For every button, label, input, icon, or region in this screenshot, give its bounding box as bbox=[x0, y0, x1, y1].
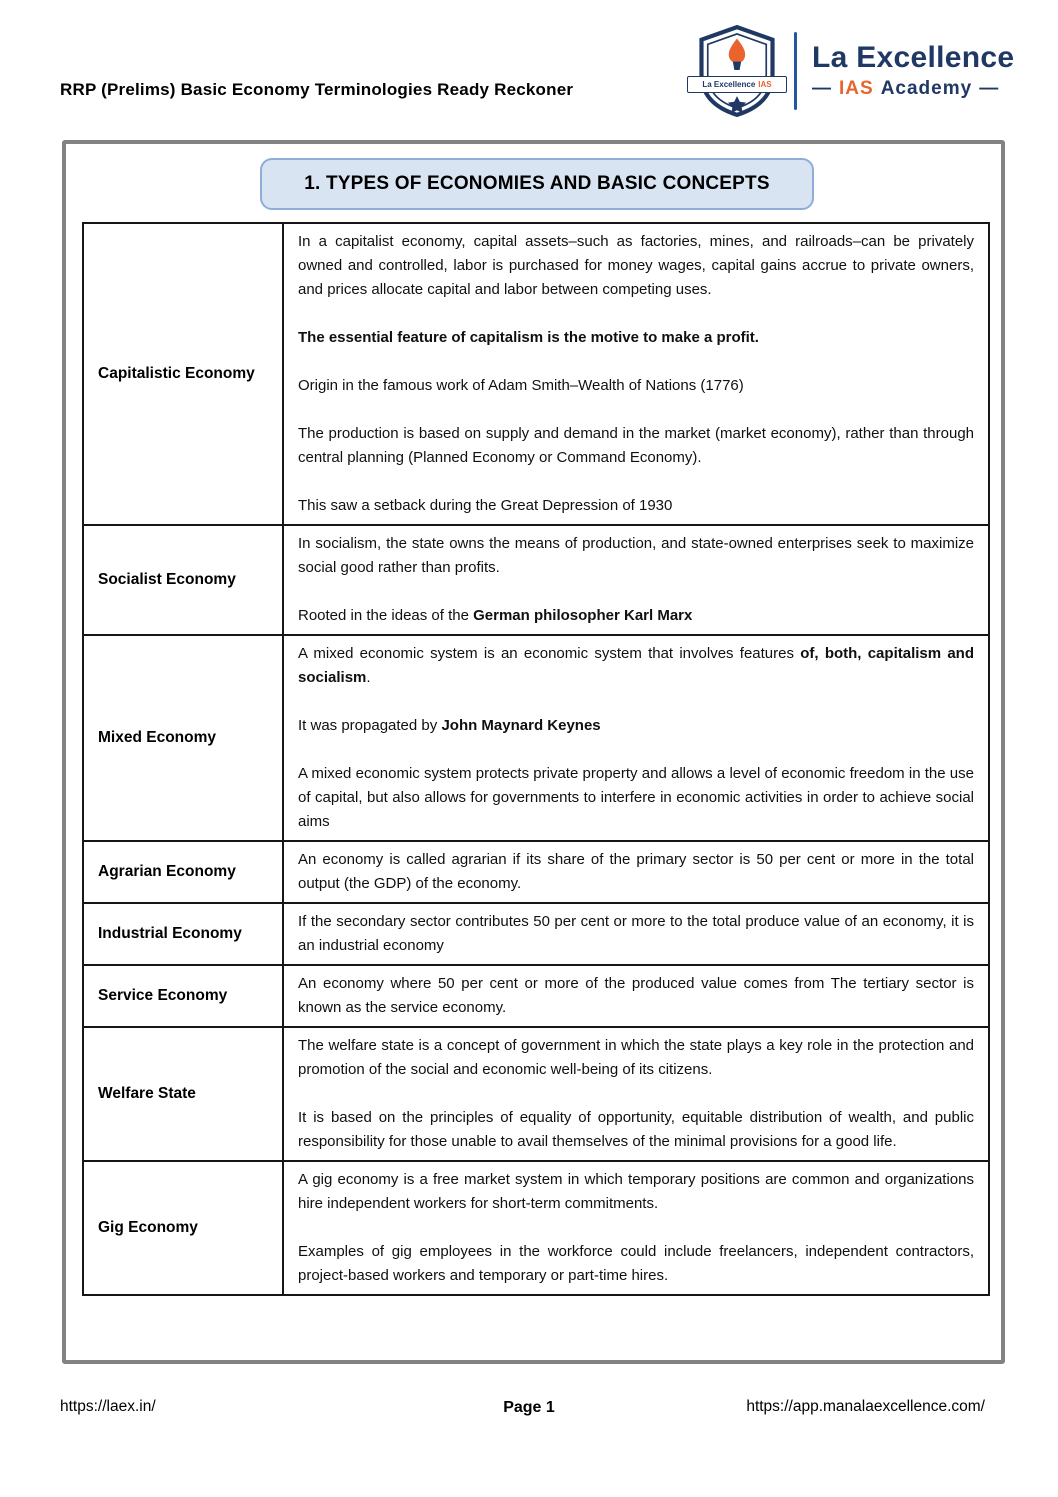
shield-logo-icon bbox=[695, 24, 779, 118]
brand-text-block bbox=[812, 42, 1014, 100]
brand-ias: IAS bbox=[839, 78, 874, 99]
definition-text: It was propagated by bbox=[298, 717, 442, 734]
definition-text: This saw a setback during the Great Depression of 1930 bbox=[298, 497, 673, 514]
definition-text: A mixed economic system protects private property and allows a level of economic freedom in the use of capital, but also allows for governments to interfere in economic activities in order to achieve social aims bbox=[298, 765, 974, 830]
definition-text: It is based on the principles of equality of opportunity, equitable distribution of wealth, and public responsibility for those unable to avail themselves of the minimal provisions for a good life. bbox=[298, 1109, 974, 1150]
definition-text: A mixed economic system is an economic system that involves features bbox=[298, 645, 801, 662]
definition-text-bold: of, both, capitalism and socialism bbox=[298, 645, 974, 686]
definition-paragraph bbox=[298, 532, 974, 580]
term-cell: Service Economy bbox=[83, 965, 283, 1027]
table-row bbox=[83, 903, 989, 965]
term-cell: Welfare State bbox=[83, 1027, 283, 1161]
term-cell: Agrarian Economy bbox=[83, 841, 283, 903]
definition-paragraph bbox=[298, 714, 974, 738]
term-cell: Gig Economy bbox=[83, 1161, 283, 1295]
page-number: Page 1 bbox=[503, 1399, 555, 1416]
economy-table-body bbox=[83, 223, 989, 1295]
definition-paragraph bbox=[298, 1240, 974, 1288]
brand-dash-right: — bbox=[979, 78, 1000, 99]
table-row bbox=[83, 635, 989, 841]
definition-cell bbox=[283, 1027, 989, 1161]
definition-text: The production is based on supply and demand in the market (market economy), rather than through central planning (Planned Economy or Command Economy). bbox=[298, 425, 974, 466]
definition-cell bbox=[283, 841, 989, 903]
definition-text: An economy is called agrarian if its share of the primary sector is 50 per cent or more in the total output (the GDP) of the economy. bbox=[298, 851, 974, 892]
definition-paragraph bbox=[298, 762, 974, 834]
table-row bbox=[83, 841, 989, 903]
section-title-pill bbox=[260, 158, 814, 210]
definition-cell bbox=[283, 903, 989, 965]
ribbon-ias-text: IAS bbox=[758, 80, 772, 89]
definition-paragraph bbox=[298, 1106, 974, 1154]
ribbon-brand-text: La Excellence bbox=[702, 80, 756, 89]
definition-text-bold: German philosopher Karl Marx bbox=[473, 607, 693, 624]
definition-paragraph bbox=[298, 230, 974, 302]
economy-table bbox=[82, 222, 990, 1296]
table-row bbox=[83, 1027, 989, 1161]
definition-text: In socialism, the state owns the means of production, and state-owned enterprises seek to maximize social good rather than profits. bbox=[298, 535, 974, 576]
definition-paragraph bbox=[298, 422, 974, 470]
definition-text: Examples of gig employees in the workforce could include freelancers, independent contractors, project-based workers and temporary or part-time hires. bbox=[298, 1243, 974, 1284]
footer-left-url[interactable]: https://laex.in/ bbox=[60, 1398, 156, 1415]
definition-cell bbox=[283, 965, 989, 1027]
definition-paragraph bbox=[298, 1034, 974, 1082]
definition-paragraph bbox=[298, 848, 974, 896]
definition-cell bbox=[283, 223, 989, 525]
definition-paragraph bbox=[298, 910, 974, 958]
la-excellence-logo bbox=[695, 24, 1014, 118]
definition-paragraph bbox=[298, 494, 974, 518]
definition-text-bold: John Maynard Keynes bbox=[441, 717, 601, 734]
term-cell: Capitalistic Economy bbox=[83, 223, 283, 525]
definition-paragraph bbox=[298, 642, 974, 690]
shield-ribbon-banner bbox=[687, 76, 787, 93]
document-title: RRP (Prelims) Basic Economy Terminologies Ready Reckoner bbox=[60, 80, 574, 99]
brand-name: La Excellence bbox=[812, 41, 1015, 74]
definition-cell bbox=[283, 635, 989, 841]
definition-cell bbox=[283, 1161, 989, 1295]
definition-text: A gig economy is a free market system in which temporary positions are common and organizations hire independent workers for short-term commitments. bbox=[298, 1171, 974, 1212]
brand-subtitle bbox=[812, 78, 1014, 100]
content-frame bbox=[62, 140, 1005, 1364]
definition-text: The welfare state is a concept of government in which the state plays a key role in the protection and promotion of the social and economic well-being of its citizens. bbox=[298, 1037, 974, 1078]
footer-right-url[interactable]: https://app.manalaexcellence.com/ bbox=[746, 1398, 985, 1415]
definition-paragraph bbox=[298, 604, 974, 628]
shield-icon bbox=[695, 24, 779, 118]
definition-paragraph bbox=[298, 374, 974, 398]
table-row bbox=[83, 525, 989, 635]
definition-paragraph bbox=[298, 326, 974, 350]
term-cell: Socialist Economy bbox=[83, 525, 283, 635]
definition-text: In a capitalist economy, capital assets–such as factories, mines, and railroads–can be privately owned and controlled, labor is purchased for money wages, capital gains accrue to private owners, and prices allocate capital and labor between competing uses. bbox=[298, 233, 974, 298]
definition-text: . bbox=[366, 669, 371, 686]
definition-paragraph bbox=[298, 1168, 974, 1216]
definition-text-bold: The essential feature of capitalism is the motive to make a profit. bbox=[298, 329, 759, 346]
definition-text: Origin in the famous work of Adam Smith–Wealth of Nations (1776) bbox=[298, 377, 744, 394]
table-row bbox=[83, 223, 989, 525]
table-row bbox=[83, 1161, 989, 1295]
definition-cell bbox=[283, 525, 989, 635]
logo-divider bbox=[794, 32, 797, 110]
brand-dash-left: — bbox=[812, 78, 832, 99]
term-cell: Mixed Economy bbox=[83, 635, 283, 841]
term-cell: Industrial Economy bbox=[83, 903, 283, 965]
definition-text: An economy where 50 per cent or more of the produced value comes from The tertiary sector is known as the service economy. bbox=[298, 975, 974, 1016]
table-row bbox=[83, 965, 989, 1027]
definition-text: If the secondary sector contributes 50 per cent or more to the total produce value of an economy, it is an industrial economy bbox=[298, 913, 974, 954]
section-title: 1. TYPES OF ECONOMIES AND BASIC CONCEPTS bbox=[304, 173, 770, 194]
definition-text: Rooted in the ideas of the bbox=[298, 607, 474, 624]
brand-academy: Academy bbox=[880, 78, 973, 99]
definition-paragraph bbox=[298, 972, 974, 1020]
